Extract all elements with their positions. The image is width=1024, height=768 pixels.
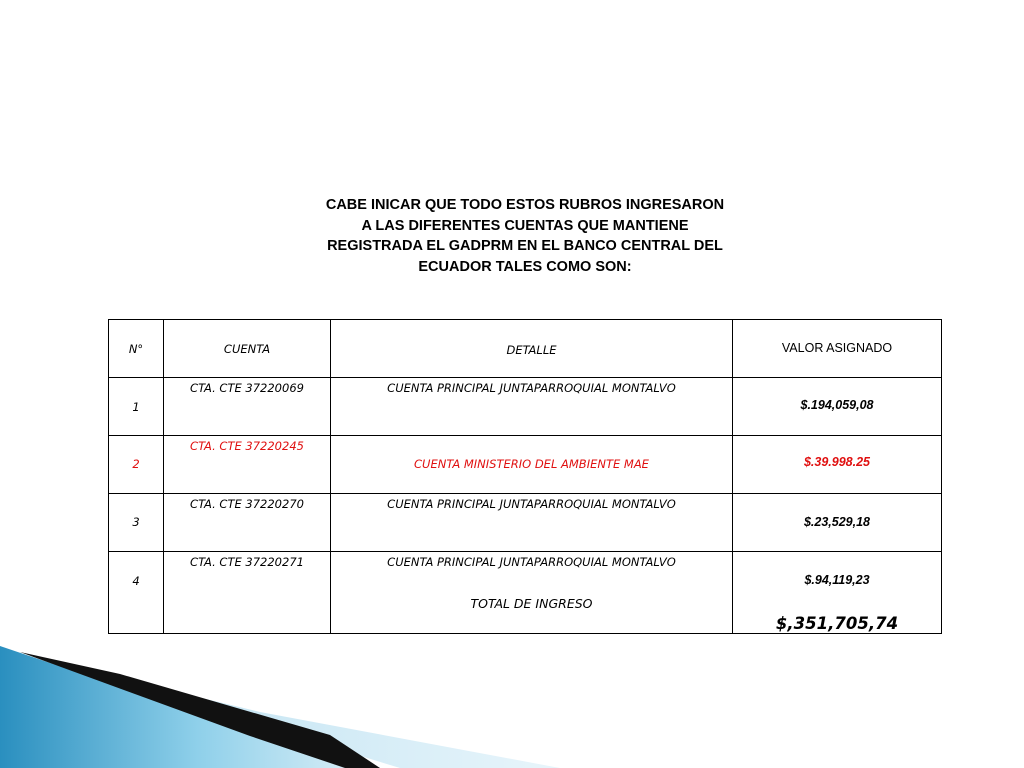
row-detalle: CUENTA MINISTERIO DEL AMBIENTE MAE <box>414 457 649 471</box>
row-valor: $.94,119,23 <box>804 573 870 587</box>
row-detalle: CUENTA PRINCIPAL JUNTAPARROQUIAL MONTALVO <box>387 497 676 511</box>
row-cuenta: CTA. CTE 37220270 <box>190 497 304 511</box>
row-cuenta: CTA. CTE 37220245 <box>190 439 304 453</box>
header-detalle: DETALLE <box>506 343 557 357</box>
row-valor: $.23,529,18 <box>803 515 871 529</box>
header-valor: VALOR ASIGNADO <box>781 341 893 355</box>
header-num: N° <box>128 342 144 356</box>
row-num: 3 <box>132 515 140 529</box>
total-label: TOTAL DE INGRESO <box>470 596 593 611</box>
row-valor: $.194,059,08 <box>800 398 874 412</box>
row-cuenta: CTA. CTE 37220069 <box>190 381 304 395</box>
row-valor: $.39.998.25 <box>803 455 871 469</box>
intro-line: REGISTRADA EL GADPRM EN EL BANCO CENTRAL DEL <box>327 238 723 254</box>
row-num: 2 <box>132 457 140 471</box>
row-cuenta: CTA. CTE 37220271 <box>190 555 304 569</box>
total-value: $,351,705,74 <box>775 614 899 633</box>
row-num: 1 <box>132 400 140 414</box>
intro-line: A LAS DIFERENTES CUENTAS QUE MANTIENE <box>361 217 689 234</box>
intro-line: ECUADOR TALES COMO SON: <box>418 258 632 275</box>
intro-line: CABE INICAR QUE TODO ESTOS RUBROS INGRESARON <box>325 197 725 213</box>
row-num: 4 <box>132 574 140 588</box>
row-detalle: CUENTA PRINCIPAL JUNTAPARROQUIAL MONTALVO <box>387 555 676 569</box>
header-cuenta: CUENTA <box>223 342 271 356</box>
row-detalle: CUENTA PRINCIPAL JUNTAPARROQUIAL MONTALVO <box>387 381 676 395</box>
